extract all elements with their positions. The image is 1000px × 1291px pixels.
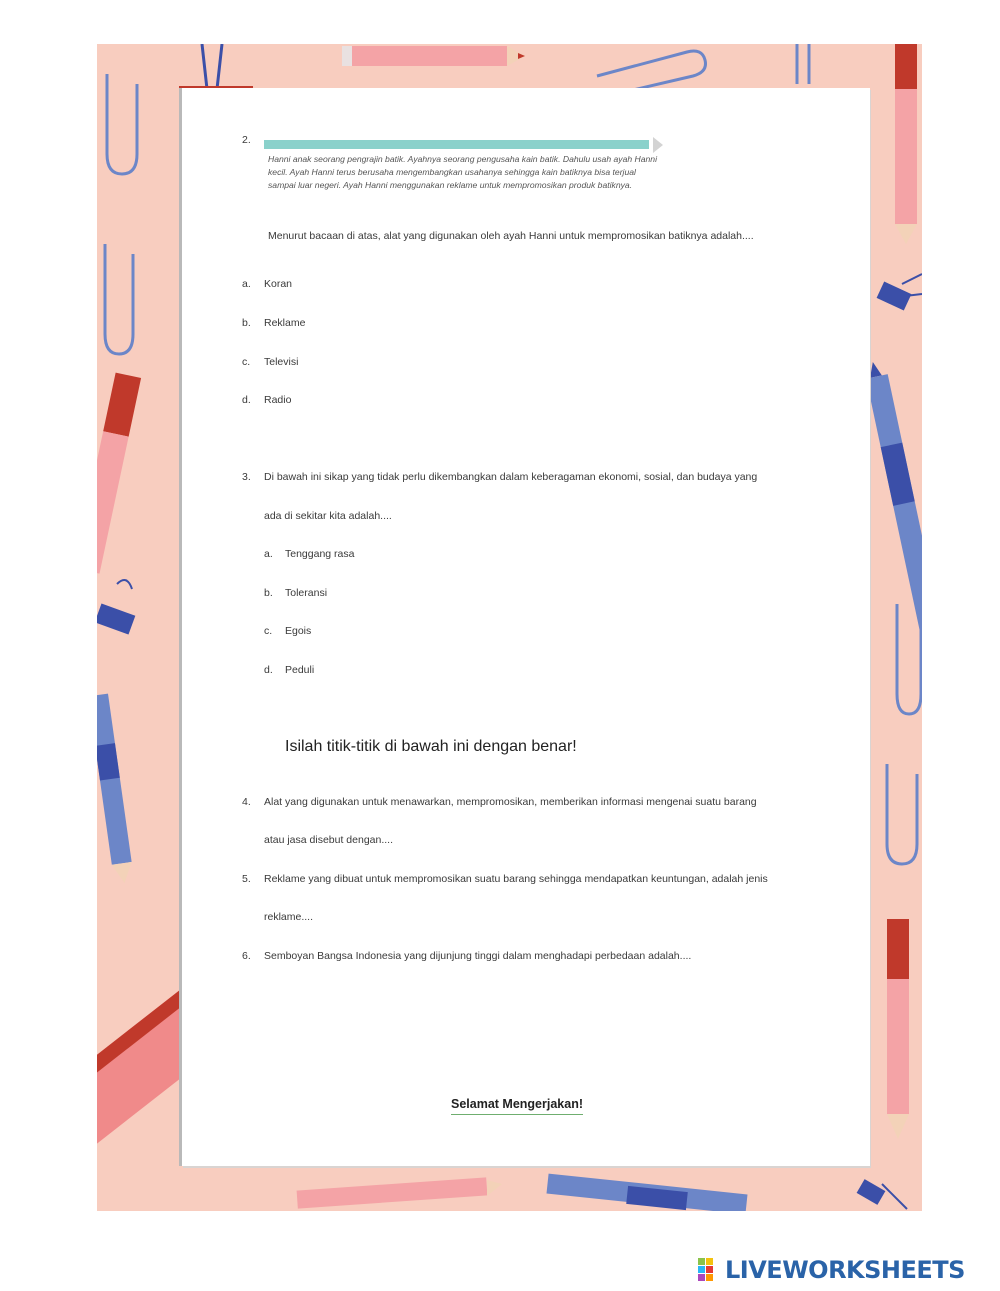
option-letter: a. (264, 548, 273, 560)
passage-header-bar-end (653, 137, 663, 153)
question-text: Semboyan Bangsa Indonesia yang dijunjung tinggi dalam menghadapi perbedaan adalah.... (264, 950, 692, 962)
paperclip-icon (107, 74, 137, 174)
pen-icon (97, 694, 134, 885)
paperclip-icon (887, 764, 917, 864)
pen-icon (547, 1174, 748, 1211)
option-letter: d. (264, 664, 273, 676)
option-text: Televisi (264, 356, 299, 368)
pen-icon (863, 359, 922, 633)
question-number: 3. (242, 471, 251, 483)
binder-clip-icon (877, 274, 922, 310)
option-text: Egois (285, 625, 312, 637)
paperclip-icon (897, 604, 921, 714)
decorative-frame (97, 44, 922, 1211)
pencil-icon (342, 46, 525, 66)
option-text: Radio (264, 394, 292, 406)
option-letter: c. (242, 356, 251, 368)
binder-clip-icon (97, 580, 135, 635)
question-text-continued: ada di sekitar kita adalah.... (264, 510, 392, 522)
paperclip-icon (105, 244, 133, 354)
question-text: Reklame yang dibuat untuk mempromosikan suatu barang sehingga mendapatkan keuntungan, adalah jenis (264, 873, 768, 885)
option-letter: b. (242, 317, 251, 329)
binder-clip-icon (857, 1179, 907, 1209)
question-number: 5. (242, 873, 251, 885)
option-text: Tenggang rasa (285, 548, 355, 560)
question-number: 2. (242, 134, 251, 146)
brand-watermark[interactable] (698, 1256, 965, 1284)
option-letter: b. (264, 587, 273, 599)
paperclip-icon (797, 44, 809, 84)
question-text: Alat yang digunakan untuk menawarkan, mempromosikan, memberikan informasi mengenai suatu barang (264, 796, 757, 808)
closing-message: Selamat Mengerjakan! (451, 1097, 583, 1115)
question-text-continued: atau jasa disebut dengan.... (264, 834, 394, 846)
reading-passage: Hanni anak seorang pengrajin batik. Ayahnya seorang pengusaha kain batik. Dahulu usah ayah Hanni kecil. Ayah Hanni terus berusaha mengembangkan usahanya sehingga kain batiknya bisa terjual sampai luar negeri. Ayah Hanni menggunakan reklame untuk mempromosikan produk batiknya. (268, 154, 657, 190)
liveworksheets-logo-icon (698, 1258, 722, 1282)
worksheet-page (179, 88, 870, 1166)
question-text: Di bawah ini sikap yang tidak perlu dikembangkan dalam keberagaman ekonomi, sosial, dan budaya yang (264, 471, 758, 483)
pen-icon (97, 373, 141, 574)
question-number: 4. (242, 796, 251, 808)
option-letter: a. (242, 278, 251, 290)
brand-name: LIVEWORKSHEETS (725, 1256, 965, 1284)
pencil-icon (297, 1177, 502, 1208)
pencil-icon (895, 44, 917, 244)
question-text: Menurut bacaan di atas, alat yang digunakan oleh ayah Hanni untuk mempromosikan batiknya adalah.... (268, 230, 754, 242)
option-text: Reklame (264, 317, 306, 329)
option-text: Toleransi (285, 587, 328, 599)
option-text: Peduli (285, 664, 315, 676)
question-text-continued: reklame.... (264, 911, 314, 923)
passage-header-bar (264, 140, 649, 149)
section-heading: Isilah titik-titik di bawah ini dengan benar! (285, 738, 577, 755)
question-number: 6. (242, 950, 251, 962)
option-letter: c. (264, 625, 273, 637)
option-text: Koran (264, 278, 293, 290)
pencil-icon (887, 919, 909, 1139)
option-letter: d. (242, 394, 251, 406)
